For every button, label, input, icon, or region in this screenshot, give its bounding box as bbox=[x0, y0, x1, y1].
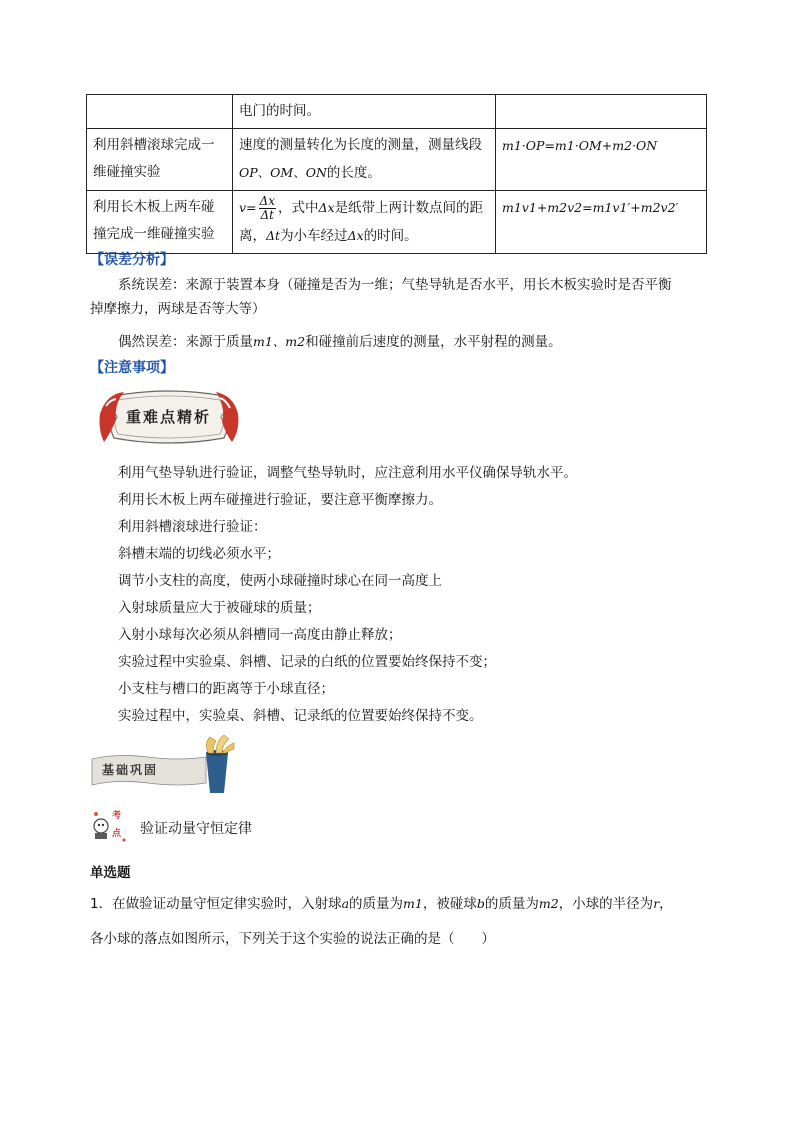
list-item: 利用气垫导轨进行验证，调整气垫导轨时，应注意利用水平仪确保导轨水平。 bbox=[118, 465, 577, 481]
var-m2: m2 bbox=[538, 896, 559, 911]
var-m1: m1 bbox=[403, 896, 423, 911]
accidental-error bbox=[118, 331, 562, 353]
text: ，小球的半径为 bbox=[558, 896, 654, 912]
banner-title: 重难点精析 bbox=[126, 408, 212, 426]
delta-x-symbol: Δx bbox=[318, 200, 335, 215]
text: 1．在做验证动量守恒定律实验时，入射球 bbox=[90, 896, 342, 912]
table-cell: 利用斜槽滚球完成一维碰撞实验 bbox=[87, 129, 233, 191]
cell-text: 是纸带上两计数点间的距离， bbox=[239, 200, 484, 244]
table-row bbox=[87, 191, 707, 254]
question-line1 bbox=[90, 892, 673, 912]
fraction-numerator: Δx bbox=[259, 193, 275, 208]
table-cell bbox=[87, 95, 233, 129]
var-a: a bbox=[341, 896, 350, 911]
topic-title: 验证动量守恒定律 bbox=[140, 821, 252, 837]
text: ， bbox=[659, 896, 673, 912]
table-row bbox=[87, 129, 707, 191]
list-item: 小支柱与槽口的距离等于小球直径； bbox=[118, 681, 334, 697]
kaodian-badge bbox=[90, 806, 130, 844]
text: 的质量为 bbox=[484, 896, 539, 912]
formula-momentum-slope: m1·OP=m1·OM+m2·ON bbox=[502, 138, 658, 153]
text: 偶然误差：来源于质量 bbox=[118, 334, 253, 350]
table-cell: 利用长木板上两车碰撞完成一维碰撞实验 bbox=[87, 191, 233, 254]
velocity-fraction bbox=[259, 195, 276, 222]
list-item: 实验过程中实验桌、斜槽、记录的白纸的位置要始终保持不变； bbox=[118, 654, 496, 670]
question-line2: 各小球的落点如图所示，下列关于这个实验的说法正确的是（ ） bbox=[90, 931, 495, 947]
table-cell bbox=[496, 191, 707, 254]
mass-symbols: m1、m2 bbox=[253, 334, 306, 349]
list-item: 调节小支柱的高度，使两小球碰撞时球心在同一高度上 bbox=[118, 573, 442, 589]
table-cell bbox=[233, 129, 496, 191]
systematic-error-line2: 掉摩擦力，两球是否等大等） bbox=[90, 301, 266, 317]
table-cell bbox=[496, 129, 707, 191]
badge-char-top: 考 bbox=[112, 811, 122, 821]
formula-momentum-cart: m1v1+m2v2=m1v1′+m2v2′ bbox=[502, 200, 679, 215]
var-r: r bbox=[653, 896, 660, 911]
banner-title: 基础巩固 bbox=[102, 763, 159, 777]
key-points-banner bbox=[96, 384, 242, 450]
list-item: 利用斜槽滚球进行验证： bbox=[118, 519, 267, 535]
list-item: 实验过程中，实验桌、斜槽、记录纸的位置要始终保持不变。 bbox=[118, 708, 483, 724]
table-cell bbox=[233, 191, 496, 254]
badge-char-bottom: 点 bbox=[112, 829, 122, 839]
error-analysis-heading: 【误差分析】 bbox=[90, 252, 174, 268]
cell-text: 为小车经过 bbox=[280, 228, 348, 244]
cell-text: 速度的测量转化为长度的测量，测量线段 bbox=[239, 137, 482, 153]
list-item: 入射小球每次必须从斜槽同一高度由静止释放； bbox=[118, 627, 402, 643]
kaodian-icon bbox=[90, 806, 130, 844]
delta-x-symbol: Δx bbox=[347, 228, 364, 243]
var-b: b bbox=[476, 896, 485, 911]
list-item: 入射球质量应大于被碰球的质量； bbox=[118, 600, 321, 616]
text: 的质量为 bbox=[349, 896, 404, 912]
table-cell bbox=[496, 95, 707, 129]
experiment-table bbox=[86, 94, 707, 254]
systematic-error-line1: 系统误差：来源于装置本身（碰撞是否为一维；气垫导轨是否水平，用长木板实验时是否平衡 bbox=[118, 277, 672, 293]
cell-text: 的长度。 bbox=[326, 165, 381, 181]
delta-t-symbol: Δt bbox=[266, 228, 281, 243]
table-cell: 电门的时间。 bbox=[233, 95, 496, 129]
fraction-denominator: Δt bbox=[260, 207, 275, 222]
list-item: 利用长木板上两车碰撞进行验证，要注意平衡摩擦力。 bbox=[118, 492, 442, 508]
text: ，被碰球 bbox=[422, 896, 477, 912]
velocity-symbol: v= bbox=[239, 200, 257, 215]
cell-text: 的时间。 bbox=[363, 228, 418, 244]
list-item: 斜槽末端的切线必须水平； bbox=[118, 546, 280, 562]
table-row bbox=[87, 95, 707, 129]
consolidation-banner bbox=[88, 735, 238, 795]
notes-heading: 【注意事项】 bbox=[90, 360, 174, 376]
section-title: 单选题 bbox=[90, 865, 131, 881]
cell-text: ，式中 bbox=[277, 200, 319, 216]
text: 和碰撞前后速度的测量，水平射程的测量。 bbox=[305, 334, 562, 350]
segment-symbols: OP、OM、ON bbox=[239, 165, 327, 180]
